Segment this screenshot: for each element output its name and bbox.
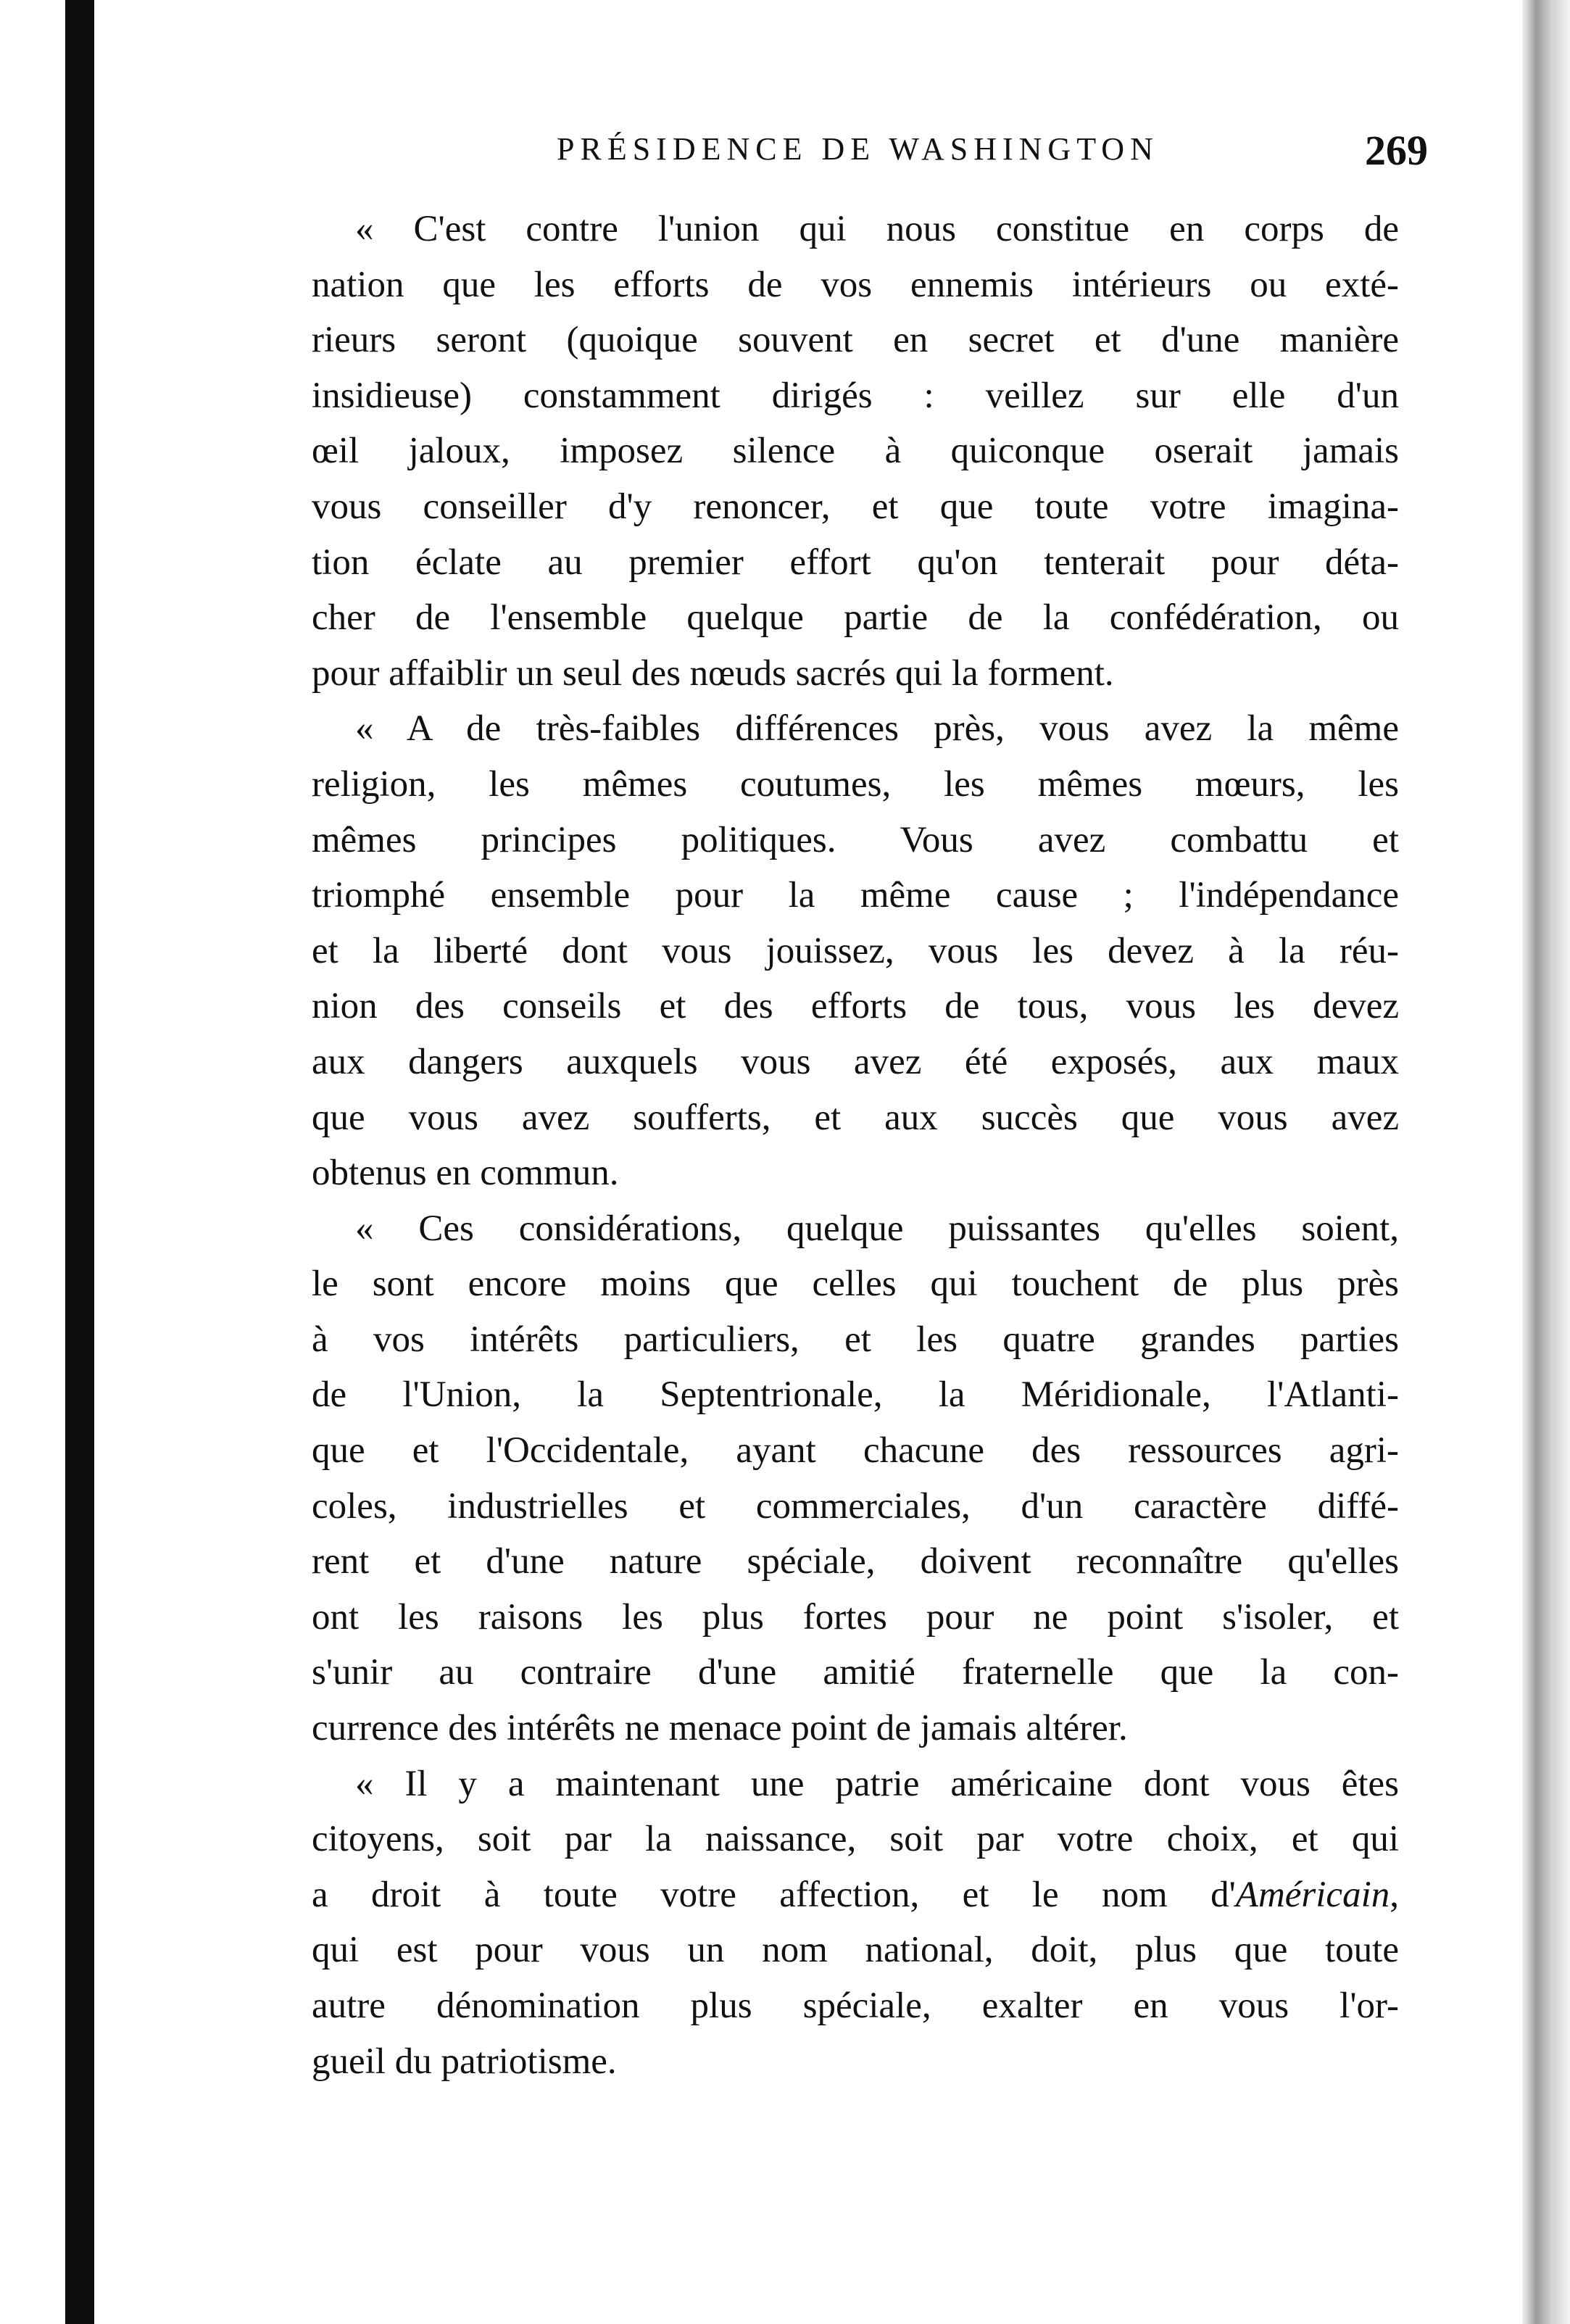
- text-line: currence des intérêts ne menace point de jamais altérer.: [312, 1708, 1128, 1749]
- scan-left-margin: [0, 0, 65, 2324]
- text-line: le sont encore moins que celles qui touchent de plus près: [312, 1263, 1399, 1305]
- scan-right-edge: [1522, 0, 1570, 2324]
- text-line-with-italic: [312, 1867, 1399, 1923]
- text-line: gueil du patriotisme.: [312, 2041, 617, 2082]
- paragraph-4: [312, 1756, 1399, 2090]
- paragraph-2: [312, 701, 1399, 1200]
- running-title: PRÉSIDENCE DE WASHINGTON: [557, 131, 1159, 167]
- text-line: rieurs seront (quoique souvent en secret et d'une manière: [312, 320, 1399, 361]
- text-line: tion éclate au premier effort qu'on tenterait pour déta-: [312, 541, 1399, 583]
- text-line: que vous avez soufferts, et aux succès que vous avez: [312, 1097, 1399, 1138]
- text-line: pour affaiblir un seul des nœuds sacrés qui la forment.: [312, 652, 1114, 694]
- text-line: insidieuse) constamment dirigés : veillez sur elle d'un: [312, 375, 1399, 416]
- text-line: « C'est contre l'union qui nous constitue en corps de: [355, 209, 1399, 249]
- text-line: rent et d'une nature spéciale, doivent reconnaître qu'elles: [312, 1541, 1399, 1582]
- text-line: aux dangers auxquels vous avez été exposés, aux maux: [312, 1041, 1399, 1082]
- text-segment: ,: [1390, 1874, 1399, 1915]
- text-line: obtenus en commun.: [312, 1153, 619, 1194]
- body-text: [312, 202, 1399, 2089]
- paragraph-1: [312, 202, 1399, 701]
- text-line: vous conseiller d'y renoncer, et que toute votre imagina-: [312, 486, 1399, 527]
- text-line: nation que les efforts de vos ennemis intérieurs ou exté-: [312, 264, 1399, 305]
- text-segment: a droit à toute votre affection, et le nom d': [312, 1874, 1236, 1915]
- running-head: [464, 127, 1428, 181]
- page-number: 269: [1365, 127, 1428, 174]
- text-line: œil jaloux, imposez silence à quiconque oserait jamais: [312, 431, 1399, 472]
- book-page: [94, 0, 1522, 2324]
- text-line: à vos intérêts particuliers, et les quatre grandes parties: [312, 1319, 1399, 1360]
- text-line: nion des conseils et des efforts de tous, vous les devez: [312, 986, 1399, 1027]
- text-line: qui est pour vous un nom national, doit, plus que toute: [312, 1930, 1399, 1971]
- text-line: coles, industrielles et commerciales, d'un caractère diffé-: [312, 1485, 1399, 1527]
- text-line: autre dénomination plus spéciale, exalter en vous l'or-: [312, 1985, 1399, 2026]
- italic-word: Américain: [1235, 1874, 1390, 1915]
- book-binding-shadow: [65, 0, 94, 2324]
- text-line: cher de l'ensemble quelque partie de la confédération, ou: [312, 597, 1399, 639]
- text-line: triomphé ensemble pour la même cause ; l'indépendance: [312, 875, 1399, 916]
- text-line: « Ces considérations, quelque puissantes qu'elles soient,: [355, 1208, 1399, 1249]
- text-line: « A de très-faibles différences près, vous avez la même: [355, 708, 1399, 750]
- text-line: de l'Union, la Septentrionale, la Méridionale, l'Atlanti-: [312, 1374, 1399, 1416]
- text-line: s'unir au contraire d'une amitié fraternelle que la con-: [312, 1652, 1399, 1693]
- paragraph-3: [312, 1201, 1399, 1756]
- text-line: et la liberté dont vous jouissez, vous les devez à la réu-: [312, 930, 1399, 971]
- text-line: ont les raisons les plus fortes pour ne point s'isoler, et: [312, 1596, 1399, 1638]
- text-line: citoyens, soit par la naissance, soit par votre choix, et qui: [312, 1819, 1399, 1860]
- text-line: que et l'Occidentale, ayant chacune des ressources agri-: [312, 1430, 1399, 1472]
- text-line: religion, les mêmes coutumes, les mêmes mœurs, les: [312, 763, 1399, 805]
- text-line: « Il y a maintenant une patrie américaine dont vous êtes: [355, 1763, 1399, 1804]
- text-line: mêmes principes politiques. Vous avez combattu et: [312, 819, 1399, 860]
